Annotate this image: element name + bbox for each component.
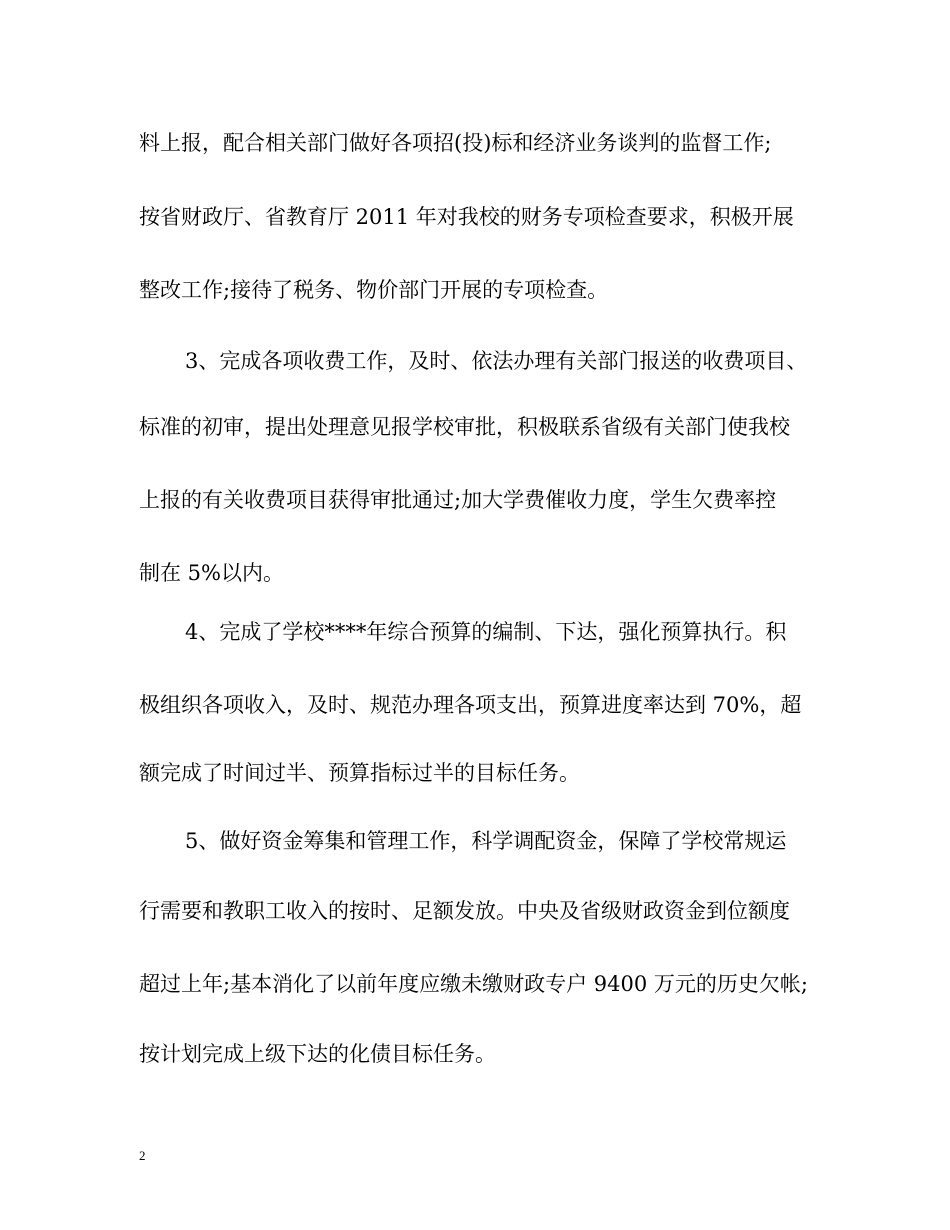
text-line: 标准的初审，提出处理意见报学校审批，积极联系省级有关部门使我校: [139, 415, 790, 439]
text-line: 极组织各项收入，及时、规范办理各项支出，预算进度率达到 70%，超: [139, 693, 802, 717]
text-line: 行需要和教职工收入的按时、足额发放。中央及省级财政资金到位额度: [139, 899, 790, 923]
paragraph-3-line: 3、完成各项收费工作，及时、依法办理有关部门报送的收费项目、: [185, 349, 808, 373]
text-line: 制在 5%以内。: [139, 561, 284, 585]
text-line: 上报的有关收费项目获得审批通过;加大学费催收力度，学生欠费率控: [139, 488, 777, 512]
text-line: 超过上年;基本消化了以前年度应缴未缴财政专户 9400 万元的历史欠帐;: [139, 972, 808, 996]
text-line: 整改工作;接待了税务、物价部门开展的专项检查。: [139, 278, 609, 302]
page-number: 2: [139, 1148, 146, 1163]
text-line: 按计划完成上级下达的化债目标任务。: [139, 1042, 496, 1066]
text-line: 料上报，配合相关部门做好各项招(投)标和经济业务谈判的监督工作;: [139, 131, 772, 155]
text-line: 按省财政厅、省教育厅 2011 年对我校的财务专项检查要求，积极开展: [139, 205, 794, 229]
paragraph-5-line: 5、做好资金筹集和管理工作，科学调配资金，保障了学校常规运: [185, 829, 787, 853]
text-line: 额完成了时间过半、预算指标过半的目标任务。: [139, 761, 580, 785]
paragraph-4-line: 4、完成了学校****年综合预算的编制、下达，强化预算执行。积: [185, 620, 787, 644]
